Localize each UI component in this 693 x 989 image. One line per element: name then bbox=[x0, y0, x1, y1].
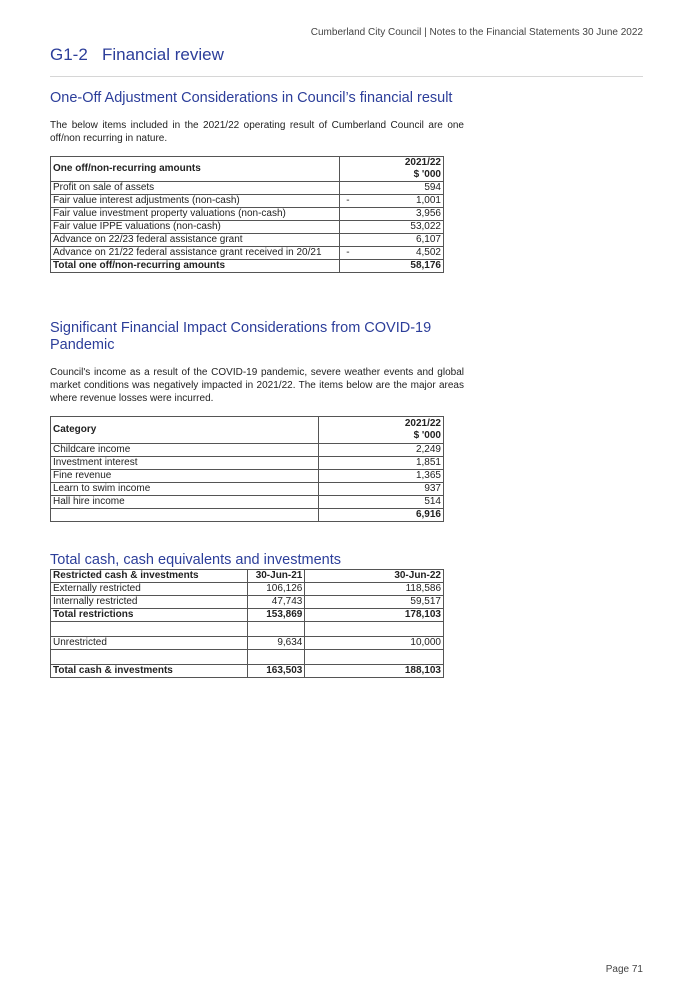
covid-col-year-label: 2021/22 bbox=[404, 418, 441, 429]
spacer-cell bbox=[305, 650, 444, 665]
table-header-row bbox=[51, 570, 444, 583]
row-label: Investment interest bbox=[51, 457, 319, 470]
spacer-cell bbox=[248, 622, 305, 637]
row-label: Fair value IPPE valuations (non-cash) bbox=[51, 221, 340, 234]
cash-heading: Total cash, cash equivalents and investments bbox=[50, 552, 341, 568]
total-value: 6,916 bbox=[319, 509, 444, 522]
total-row bbox=[51, 260, 444, 273]
row-label: Internally restricted bbox=[51, 596, 248, 609]
covid-col-unit-label: $ '000 bbox=[413, 430, 441, 441]
spacer-row bbox=[51, 650, 444, 665]
table-row bbox=[51, 496, 444, 509]
oneoff-col-label: One off/non-recurring amounts bbox=[51, 157, 340, 182]
row-value: 53,022 bbox=[340, 221, 444, 234]
cash-col-2021: 30-Jun-21 bbox=[248, 570, 305, 583]
row-label: Fair value investment property valuations (non-cash) bbox=[51, 208, 340, 221]
row-label: Total cash & investments bbox=[51, 665, 248, 678]
cash-col-2022: 30-Jun-22 bbox=[305, 570, 444, 583]
row-value: - 1,001 bbox=[340, 195, 444, 208]
section-divider bbox=[50, 76, 643, 77]
row-label: Fair value interest adjustments (non-cash) bbox=[51, 195, 340, 208]
section-number: G1-2 bbox=[50, 45, 88, 64]
row-value: - 4,502 bbox=[340, 247, 444, 260]
section-title bbox=[50, 45, 224, 65]
row-value: 1,851 bbox=[319, 457, 444, 470]
table-row bbox=[51, 596, 444, 609]
row-value: 6,107 bbox=[340, 234, 444, 247]
table-row bbox=[51, 444, 444, 457]
table-row bbox=[51, 208, 444, 221]
covid-heading: Significant Financial Impact Considerations from COVID-19 Pandemic bbox=[50, 320, 432, 353]
covid-intro: Council's income as a result of the COVID-19 pandemic, severe weather events and global market conditions was negatively impacted in 2021/22. The items below are the major areas where revenue losses were incurred. bbox=[50, 367, 464, 404]
subtotal-row bbox=[51, 609, 444, 622]
row-value: 1,365 bbox=[319, 470, 444, 483]
total-row bbox=[51, 665, 444, 678]
row-label: Fine revenue bbox=[51, 470, 319, 483]
oneoff-col-year bbox=[340, 157, 444, 182]
row-value: 3,956 bbox=[340, 208, 444, 221]
oneoff-table bbox=[50, 156, 444, 273]
table-header-row bbox=[51, 157, 444, 182]
covid-col-year bbox=[319, 417, 444, 444]
table-row bbox=[51, 470, 444, 483]
oneoff-intro: The below items included in the 2021/22 operating result of Cumberland Council are one off/non recurring in nature. bbox=[50, 120, 464, 144]
cash-table bbox=[50, 569, 444, 678]
row-label: Childcare income bbox=[51, 444, 319, 457]
row-value: 2,249 bbox=[319, 444, 444, 457]
page-header: Cumberland City Council | Notes to the Financial Statements 30 June 2022 bbox=[310, 27, 643, 38]
spacer-cell bbox=[305, 622, 444, 637]
row-value-2022: 59,517 bbox=[305, 596, 444, 609]
covid-table bbox=[50, 416, 444, 522]
spacer-cell bbox=[51, 650, 248, 665]
row-value: 514 bbox=[319, 496, 444, 509]
table-row bbox=[51, 457, 444, 470]
table-row bbox=[51, 221, 444, 234]
row-value-2021: 153,869 bbox=[248, 609, 305, 622]
row-value-2021: 47,743 bbox=[248, 596, 305, 609]
row-label: Advance on 21/22 federal assistance grant received in 20/21 bbox=[51, 247, 340, 260]
row-value-2021: 9,634 bbox=[248, 637, 305, 650]
oneoff-col-year-label: 2021/22 bbox=[404, 157, 441, 168]
total-label-empty bbox=[51, 509, 319, 522]
spacer-row bbox=[51, 622, 444, 637]
table-row bbox=[51, 195, 444, 208]
table-header-row bbox=[51, 417, 444, 444]
row-value-2021: 163,503 bbox=[248, 665, 305, 678]
row-label: Advance on 22/23 federal assistance grant bbox=[51, 234, 340, 247]
row-label: Total restrictions bbox=[51, 609, 248, 622]
row-value-2022: 10,000 bbox=[305, 637, 444, 650]
row-label: Profit on sale of assets bbox=[51, 182, 340, 195]
row-label: Externally restricted bbox=[51, 583, 248, 596]
row-value: 937 bbox=[319, 483, 444, 496]
table-row bbox=[51, 583, 444, 596]
row-value-2021: 106,126 bbox=[248, 583, 305, 596]
spacer-cell bbox=[248, 650, 305, 665]
table-row bbox=[51, 483, 444, 496]
row-value-2022: 178,103 bbox=[305, 609, 444, 622]
row-value-2022: 188,103 bbox=[305, 665, 444, 678]
row-value-2022: 118,586 bbox=[305, 583, 444, 596]
table-row bbox=[51, 182, 444, 195]
table-row bbox=[51, 234, 444, 247]
cash-col-label: Restricted cash & investments bbox=[51, 570, 248, 583]
section-title-text: Financial review bbox=[101, 45, 224, 64]
page-number: Page 71 bbox=[605, 964, 643, 975]
table-row bbox=[51, 247, 444, 260]
row-label: Unrestricted bbox=[51, 637, 248, 650]
covid-col-label: Category bbox=[51, 417, 319, 444]
total-value: 58,176 bbox=[340, 260, 444, 273]
row-label: Learn to swim income bbox=[51, 483, 319, 496]
row-value: 594 bbox=[340, 182, 444, 195]
row-label: Hall hire income bbox=[51, 496, 319, 509]
total-label: Total one off/non-recurring amounts bbox=[51, 260, 340, 273]
table-row bbox=[51, 637, 444, 650]
spacer-cell bbox=[51, 622, 248, 637]
oneoff-col-unit-label: $ '000 bbox=[413, 169, 441, 180]
total-row bbox=[51, 509, 444, 522]
oneoff-heading: One-Off Adjustment Considerations in Council’s financial result bbox=[50, 90, 453, 106]
